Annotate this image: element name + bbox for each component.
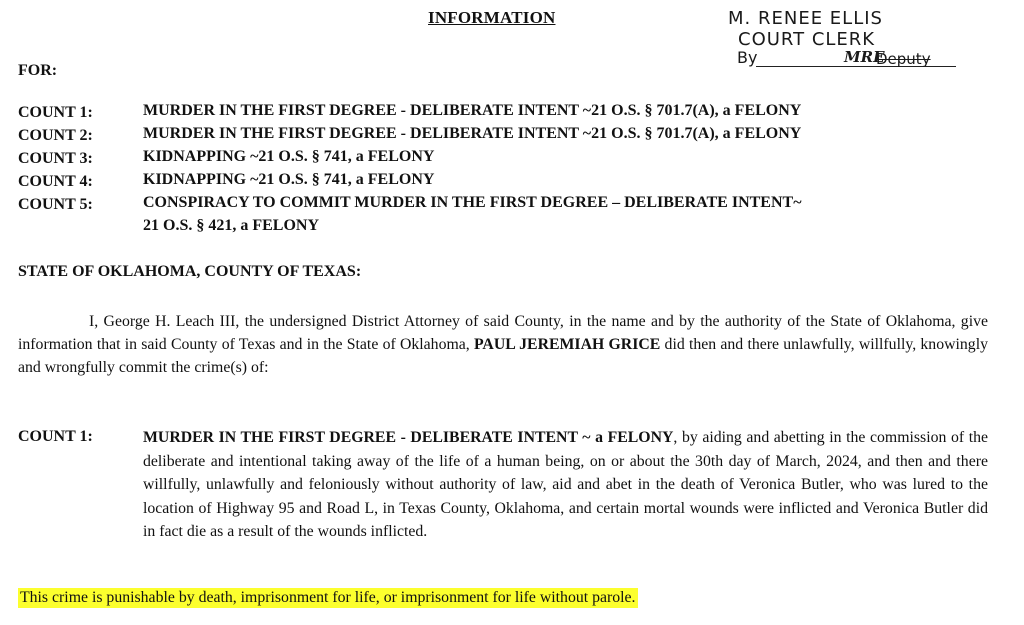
intro-paragraph [18, 310, 988, 379]
count-label: COUNT 1: [18, 104, 93, 121]
detail-count-title: MURDER IN THE FIRST DEGREE - DELIBERATE INTENT ~ a FELONY [143, 429, 674, 446]
count-label: COUNT 3: [18, 150, 93, 167]
deputy-initials: MRE [844, 48, 885, 66]
stamp-by-label: By [737, 48, 758, 67]
jurisdiction-line: STATE OF OKLAHOMA, COUNTY OF TEXAS: [18, 263, 362, 280]
count-description-continued: 21 O.S. § 421, a FELONY [143, 217, 320, 234]
detail-count-body: , by aiding and abetting in the commission of the deliberate and intentional taking away of the life of a human being, on or about the 30th day of March, 2024, and then and there willfully, unlawfully and feloniously without authority of law, aid and abet in the death of Veronica Butler, who was lured to the location of Highway 95 and Road L, in Texas County, Oklahoma, and certain mortal wounds were inflicted and Veronica Butler did in fact die as a result of the wounds inflicted. [143, 429, 989, 540]
count-description: MURDER IN THE FIRST DEGREE - DELIBERATE INTENT ~21 O.S. § 701.7(A), a FELONY [143, 102, 802, 119]
intro-text: I, George H. Leach III, the undersigned District Attorney of said County, in the name and by the authority of the State of Oklahoma, give information that in said County of Texas and in the State of Oklahoma, [18, 313, 988, 353]
for-label: FOR: [18, 62, 58, 79]
count-description: CONSPIRACY TO COMMIT MURDER IN THE FIRST DEGREE – DELIBERATE INTENT~ [143, 194, 802, 211]
count-label: COUNT 5: [18, 196, 93, 213]
count-detail-paragraph [143, 426, 988, 544]
count-label: COUNT 2: [18, 127, 93, 144]
clerk-name: M. RENEE ELLIS [728, 8, 883, 29]
penalty-highlight: This crime is punishable by death, imprisonment for life, or imprisonment for life without parole. [20, 589, 636, 606]
detail-count-label: COUNT 1: [18, 428, 93, 445]
count-description: MURDER IN THE FIRST DEGREE - DELIBERATE INTENT ~21 O.S. § 701.7(A), a FELONY [143, 125, 802, 142]
intro-text-end: did then and there unlawfully, willfully, knowingly and wrongfully commit the crime(s) of: [18, 336, 988, 376]
deputy-label: Deputy [876, 50, 931, 68]
defendant-name: PAUL JEREMIAH GRICE [473, 336, 661, 353]
clerk-office: COURT CLERK [738, 29, 876, 50]
document-title: INFORMATION [428, 8, 556, 27]
count-description: KIDNAPPING ~21 O.S. § 741, a FELONY [143, 148, 435, 165]
count-description: KIDNAPPING ~21 O.S. § 741, a FELONY [143, 171, 435, 188]
count-label: COUNT 4: [18, 173, 93, 190]
